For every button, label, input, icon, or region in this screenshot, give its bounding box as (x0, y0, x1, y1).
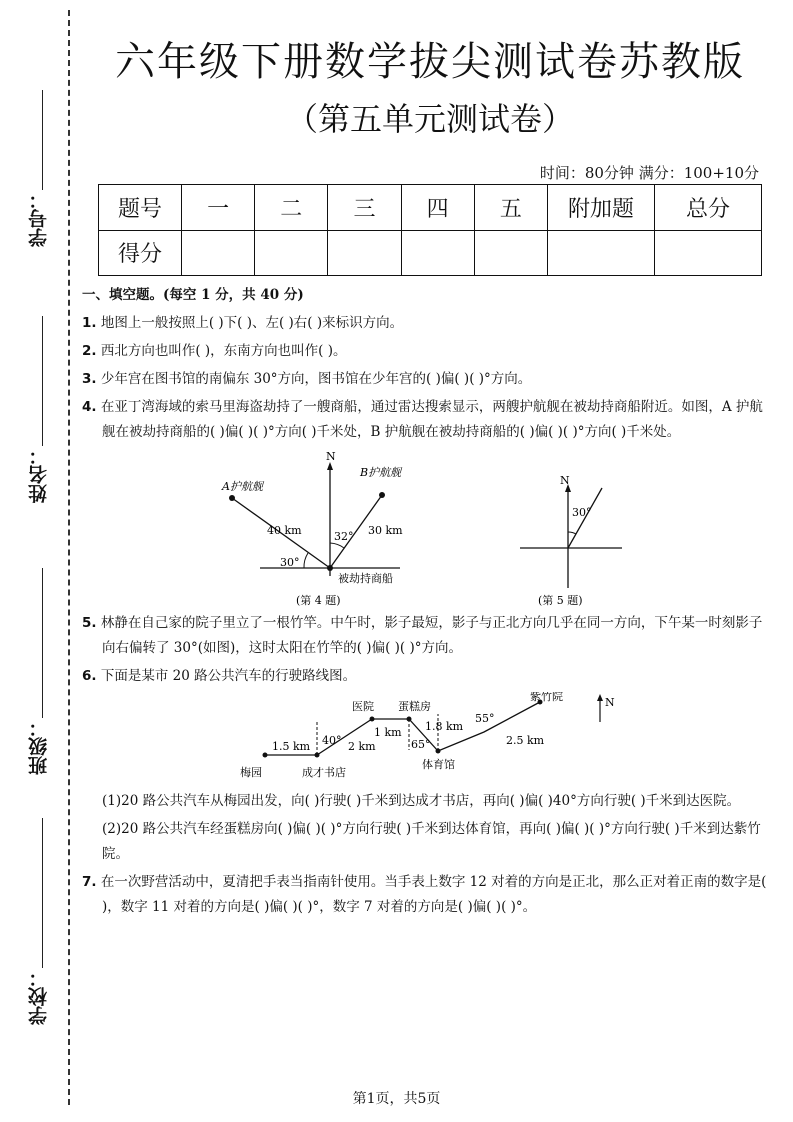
binding-dashed-line (68, 10, 70, 1105)
route-dist-2: 2 km (348, 740, 376, 753)
student-name-field[interactable] (18, 316, 58, 503)
score-table (98, 184, 762, 276)
fig5-north-label: N (560, 474, 570, 487)
question-text: 少年宫在图书馆的南偏东 30°方向，图书馆在少年宫的( )偏( )( )°方向。 (100, 371, 532, 387)
fig5-angle: 30° (572, 506, 592, 519)
question-1 (82, 311, 767, 336)
question-5 (82, 611, 767, 661)
score-header-cell: 题号 (99, 185, 182, 231)
page-subtitle: （第五单元测试卷） (285, 100, 574, 138)
question-6 (82, 664, 767, 689)
question-number: 3. (82, 371, 97, 387)
question-text: 地图上一般按照上( )下( )、左( )右( )来标识方向。 (100, 315, 404, 331)
fig4-north-label: N (326, 450, 336, 463)
student-id-field[interactable] (18, 90, 58, 247)
fig4-dist-a: 40 km (267, 524, 302, 537)
route-angle-3: 55° (475, 712, 495, 725)
score-cell[interactable] (655, 230, 762, 276)
question-text: 西北方向也叫作( )，东南方向也叫作( )。 (100, 343, 347, 359)
question-number: 6. (82, 668, 97, 684)
stop-hospital: 医院 (352, 700, 374, 713)
page-footer: 第1页，共5页 (352, 1091, 441, 1107)
route-north-label: N (605, 696, 615, 709)
student-id-label: 学号： (27, 190, 50, 247)
score-cell[interactable] (474, 230, 547, 276)
score-cell[interactable] (182, 230, 255, 276)
question-section (82, 283, 767, 923)
score-table-header-row (99, 185, 762, 231)
figure-4 (221, 450, 403, 607)
question-number: 7. (82, 874, 97, 890)
class-field[interactable] (18, 568, 58, 775)
question-4 (82, 395, 767, 445)
bus-route-figure (82, 692, 767, 786)
bus-route-diagram (82, 692, 767, 786)
route-angle-2: 65° (411, 738, 431, 751)
page-title: 六年级下册数学拔尖测试卷苏教版 (115, 39, 745, 85)
score-header-cell: 三 (328, 185, 401, 231)
question-3 (82, 367, 767, 392)
score-header-cell: 四 (401, 185, 474, 231)
score-header-cell: 总分 (655, 185, 762, 231)
student-id-line (42, 90, 43, 190)
route-dist-4: 1.8 km (425, 720, 464, 733)
fig4-angle-a: 30° (280, 556, 300, 569)
question-6-part-1: (1)20 路公共汽车从梅园出发，向( )行驶( )千米到达成才书店，再向( )偏( )40°方向行驶( )千米到达医院。 (102, 793, 741, 809)
score-header-cell: 一 (182, 185, 255, 231)
score-header-cell: 二 (255, 185, 328, 231)
fig4-center-label: 被劫持商船 (338, 572, 393, 585)
question-number: 2. (82, 343, 97, 359)
score-table-score-row (99, 230, 762, 276)
question-text: 在亚丁湾海域的索马里海盗劫持了一艘商船，通过雷达搜索显示，两艘护航舰在被劫持商船附近。如图，A 护航舰在被劫持商船的( )偏( )( )°方向( )千米处，B 护航舰在被劫持商船的( )偏( )( )°方向( )千米处。 (100, 399, 763, 440)
fig4-dist-b: 30 km (368, 524, 403, 537)
fig5-caption: (第 5 题) (538, 594, 583, 607)
figures-4-5 (82, 448, 767, 608)
question-number: 4. (82, 399, 97, 415)
time-info: 时间：80分钟 满分：100+10分 (539, 164, 759, 182)
fig4-angle-b: 32° (334, 530, 354, 543)
figure-5 (520, 474, 622, 607)
question-6-part-2: (2)20 路公共汽车经蛋糕房向( )偏( )( )°方向行驶( )千米到达体育馆，再向( )偏( )( )°方向行驶( )千米到达紫竹院。 (102, 821, 761, 862)
fig4-caption: (第 4 题) (296, 594, 341, 607)
stop-chengcai: 成才书店 (302, 766, 346, 779)
fig4-a-label: A护航舰 (222, 480, 263, 493)
score-cell[interactable] (548, 230, 655, 276)
score-cell[interactable] (401, 230, 474, 276)
question-number: 5. (82, 615, 97, 631)
question-number: 1. (82, 315, 97, 331)
route-dist-5: 2.5 km (506, 734, 545, 747)
question-text: 下面是某市 20 路公共汽车的行驶路线图。 (100, 668, 357, 684)
school-field[interactable] (18, 818, 58, 1025)
score-cell[interactable] (328, 230, 401, 276)
question-7 (82, 870, 767, 920)
score-cell[interactable] (255, 230, 328, 276)
section-heading: 一、填空题。(每空 1 分，共 40 分) (82, 287, 304, 303)
stop-zizhu: 紫竹院 (530, 692, 563, 703)
stop-gym: 体育馆 (422, 758, 455, 771)
figure-4-5-diagram (82, 448, 767, 608)
school-label: 学校： (27, 968, 50, 1025)
school-line (42, 818, 43, 968)
student-name-label: 姓名： (27, 446, 50, 503)
question-text: 在一次野营活动中，夏清把手表当指南针使用。当手表上数字 12 对着的方向是正北，那么正对着正南的数字是( )，数字 11 对着的方向是( )偏( )( )°，数字 7 对着的方向是( )偏( )( )°。 (100, 874, 767, 915)
route-dist-1: 1.5 km (272, 740, 311, 753)
student-name-line (42, 316, 43, 446)
question-text: 林静在自己家的院子里立了一根竹竿。中午时，影子最短，影子与正北方向几乎在同一方向，下午某一时刻影子向右偏转了 30°(如图)，这时太阳在竹竿的( )偏( )( )°方向。 (100, 615, 763, 656)
stop-cake: 蛋糕房 (398, 700, 431, 713)
class-label: 班级： (27, 718, 50, 775)
class-line (42, 568, 43, 718)
score-row-label: 得分 (99, 230, 182, 276)
route-angle-1: 40° (322, 734, 342, 747)
score-header-cell: 附加题 (548, 185, 655, 231)
stop-meiyuan: 梅园 (240, 766, 262, 779)
fig4-b-label: B护航舰 (360, 466, 402, 479)
question-2 (82, 339, 767, 364)
route-dist-3: 1 km (374, 726, 402, 739)
score-header-cell: 五 (474, 185, 547, 231)
